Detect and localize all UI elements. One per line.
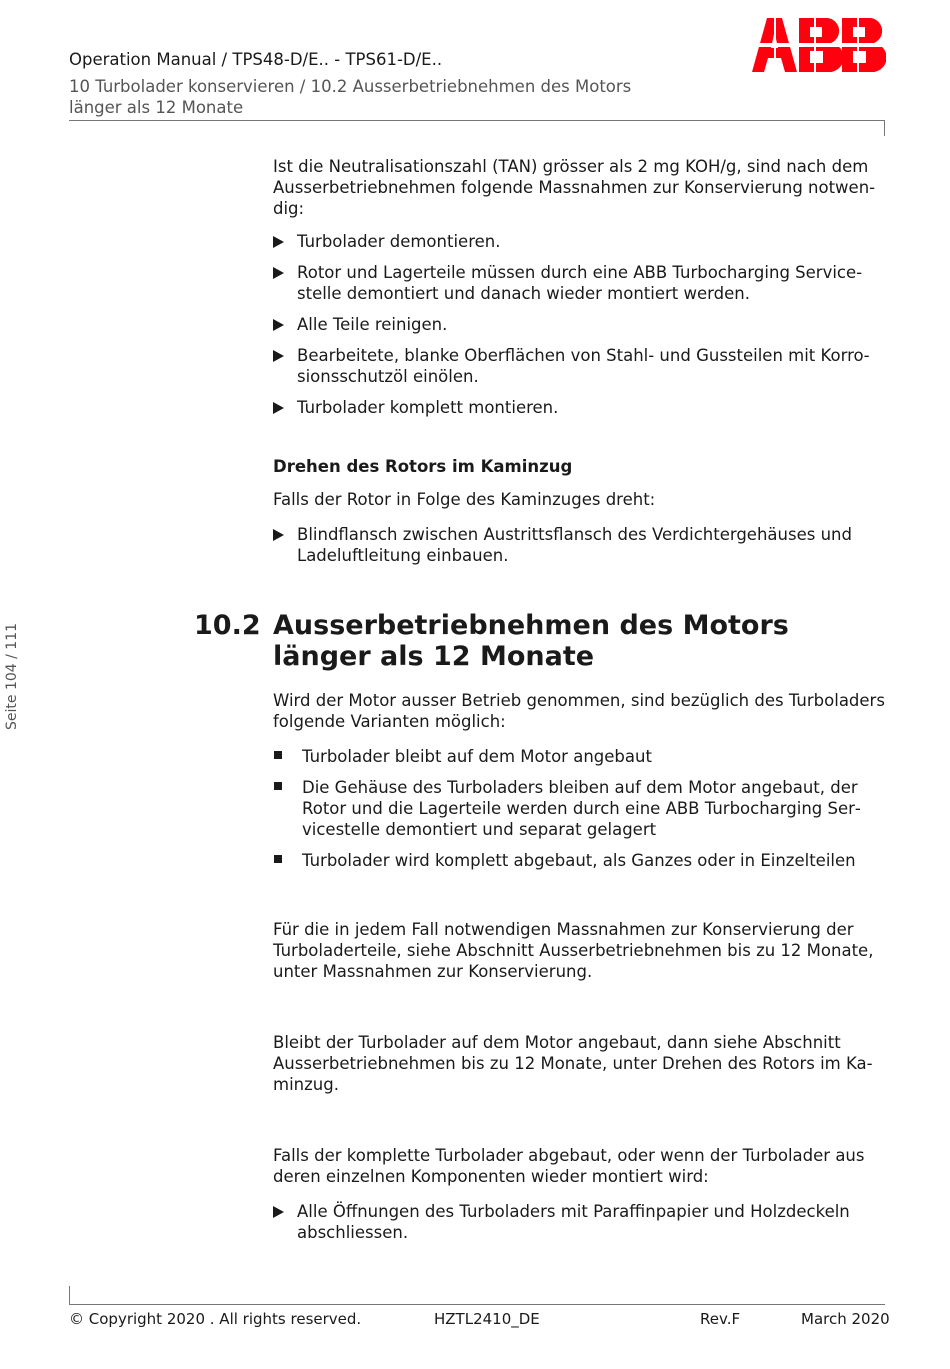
variant-text: Turbolader bleibt auf dem Motor angebaut: [302, 747, 652, 766]
step-text: Alle Teile reinigen.: [297, 315, 448, 334]
triangle-bullet-icon: [273, 529, 284, 541]
variant-item: [273, 746, 893, 767]
breadcrumb: 10 Turbolader konservieren / 10.2 Ausserbetriebnehmen des Motors länger als 12 Monate: [69, 77, 632, 117]
triangle-bullet-icon: [273, 350, 284, 362]
footer-rule: [69, 1304, 885, 1305]
step-item: [273, 524, 893, 566]
triangle-bullet-icon: [273, 1206, 284, 1218]
triangle-bullet-icon: [273, 267, 284, 279]
step-item: [273, 314, 893, 335]
triangle-bullet-icon: [273, 236, 284, 248]
step-text: Blindflansch zwischen Austrittsflansch des Verdichtergehäuses und Ladeluftleitung einbauen.: [297, 525, 852, 565]
section-content: [273, 690, 893, 1253]
step-text: Rotor und Lagerteile müssen durch eine ABB Turbocharging Servicestelle demontiert und danach wieder montiert werden.: [297, 263, 863, 303]
footer-doc-id: HZTL2410_DE: [434, 1310, 540, 1328]
step-item: [273, 1201, 893, 1243]
variant-text: Die Gehäuse des Turboladers bleiben auf dem Motor angebaut, der Rotor und die Lagerteile werden durch eine ABB Turbocharging Servicestelle demontiert und separat gelagert: [302, 778, 861, 839]
upper-content: [273, 156, 893, 576]
abb-logo: [752, 18, 886, 72]
paragraph-attached: Bleibt der Turbolader auf dem Motor angebaut, dann siehe Abschnitt Ausserbetriebnehmen bis zu 12 Monate, unter Drehen des Rotors im Kaminzug.: [273, 1033, 873, 1094]
footer-rule-tick: [69, 1286, 70, 1304]
section-title: Ausserbetriebnehmen des Motors länger als 12 Monate: [273, 610, 789, 672]
step-item: [273, 397, 893, 418]
step-item: [273, 231, 893, 252]
step-item: [273, 345, 893, 387]
step-text: Turbolader demontieren.: [297, 232, 501, 251]
square-bullet-icon: [274, 855, 282, 863]
step-item: [273, 262, 893, 304]
paragraph-conservation: Für die in jedem Fall notwendigen Massnahmen zur Konservierung der Turboladerteile, siehe Abschnitt Ausserbetriebnehmen bis zu 12 Monate, unter Massnahmen zur Konservierung.: [273, 920, 874, 981]
page-number-label: Seite 104 / 111: [4, 622, 20, 730]
header-rule-tick: [884, 120, 885, 136]
subheading-kaminzug: Drehen des Rotors im Kaminzug: [273, 457, 573, 476]
paragraph-removed: Falls der komplette Turbolader abgebaut, oder wenn der Turbolader aus deren einzelnen Komponenten wieder montiert wird:: [273, 1146, 865, 1186]
step-text: Alle Öffnungen des Turboladers mit Paraffinpapier und Holzdeckeln abschliessen.: [297, 1202, 850, 1242]
document-title: Operation Manual / TPS48-D/E.. - TPS61-D/E..: [69, 50, 443, 69]
variant-item: [273, 777, 893, 840]
square-bullet-icon: [274, 782, 282, 790]
kaminzug-intro: Falls der Rotor in Folge des Kaminzuges dreht:: [273, 490, 656, 509]
section-intro: Wird der Motor ausser Betrieb genommen, sind bezüglich des Turboladers folgende Varianten möglich:: [273, 691, 885, 731]
tan-intro: Ist die Neutralisationszahl (TAN) grösser als 2 mg KOH/g, sind nach dem Ausserbetriebnehmen folgende Massnahmen zur Konservierung notwendig:: [273, 157, 876, 218]
section-number: 10.2: [194, 610, 261, 641]
footer-copyright: © Copyright 2020 . All rights reserved.: [69, 1310, 362, 1328]
step-text: Turbolader komplett montieren.: [297, 398, 559, 417]
variant-text: Turbolader wird komplett abgebaut, als Ganzes oder in Einzelteilen: [302, 851, 856, 870]
variant-item: [273, 850, 893, 871]
header-rule: [69, 120, 885, 121]
triangle-bullet-icon: [273, 319, 284, 331]
square-bullet-icon: [274, 751, 282, 759]
step-text: Bearbeitete, blanke Oberflächen von Stahl- und Gussteilen mit Korrosionsschutzöl einölen.: [297, 346, 870, 386]
footer-date: March 2020: [801, 1310, 890, 1328]
triangle-bullet-icon: [273, 402, 284, 414]
footer-revision: Rev.F: [700, 1310, 741, 1328]
